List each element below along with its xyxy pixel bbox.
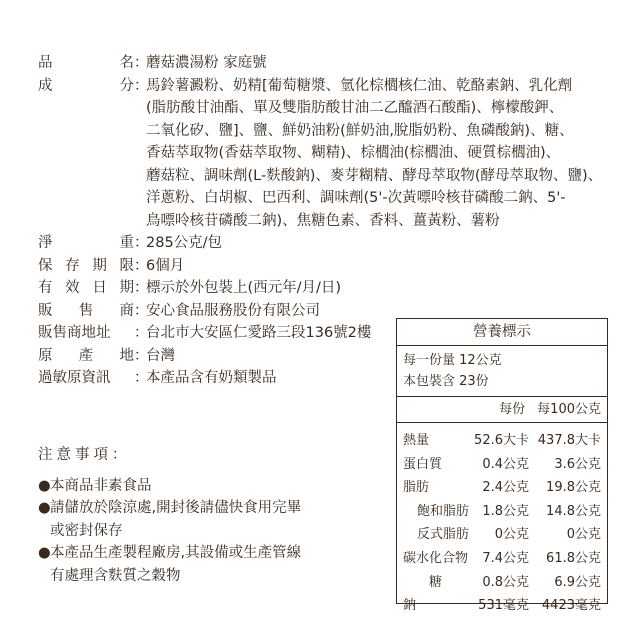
bullet-icon: ●	[38, 545, 51, 561]
seller-address-row: 販售商地址 ： 台北市大安區仁愛路三段136號2樓	[38, 322, 638, 345]
servings-per-pack: 本包裝含 23份	[403, 374, 489, 389]
seller-address-value: 台北市大安區仁愛路三段136號2樓	[146, 325, 372, 341]
seller-value: 安心食品服務股份有限公司	[146, 302, 320, 319]
expiry-label: 有 效 日 期	[38, 280, 134, 296]
ingredients-line: 馬鈴薯澱粉、奶精[葡萄糖漿、氫化棕櫚核仁油、乾酪素鈉、乳化劑	[146, 77, 573, 94]
product-name-label: 品 名	[38, 55, 134, 71]
seller-address-label: 販售商地址	[38, 325, 111, 341]
origin-label: 原 產 地	[38, 347, 134, 364]
bullet-icon: ●	[38, 477, 51, 494]
nutrition-column-header	[397, 397, 607, 423]
product-name-row: 品 名 ： 蘑菇濃湯粉 家庭號	[38, 52, 638, 75]
note-item: ●本商品非素食品	[38, 475, 301, 498]
net-weight-label: 淨 重	[38, 235, 134, 251]
notes-title: 注意事項：	[38, 447, 131, 463]
shelf-life-value: 6個月	[146, 257, 185, 274]
nutrition-row: 反式脂肪 0公克 0公克	[417, 527, 601, 543]
nutrition-row: 脂肪 2.4公克 19.8公克	[403, 480, 601, 496]
ingredients-line: 香菇萃取物(香菇萃取物、糊精)、棕櫚油(棕櫚油、硬質棕櫚油)、	[146, 145, 561, 161]
ingredients-line: 洋蔥粉、白胡椒、巴西利、調味劑(5'-次黃嘌呤核苷磷酸二鈉、5'-	[146, 190, 566, 206]
net-weight-row: 淨 重 ： 285公克/包	[38, 232, 638, 255]
serving-info	[397, 346, 607, 397]
shelf-life-label: 保 存 期 限	[38, 257, 134, 274]
ingredients-line: 蘑菇粒、調味劑(L-麩酸鈉)、麥芽糊精、酵母萃取物(酵母萃取物、鹽)、	[146, 167, 603, 184]
bullet-icon: ●	[38, 500, 51, 516]
serving-size: 每一份量 12公克	[403, 353, 502, 368]
origin-value: 台灣	[146, 347, 175, 364]
per-100g-header: 每100公克	[537, 402, 601, 417]
allergen-row: 過敏原資訊 ： 本產品含有奶類製品	[38, 367, 638, 390]
ingredients-value	[146, 75, 638, 233]
ingredients-row: 成 分 ： 馬鈴薯澱粉、奶精[葡萄糖漿、氫化棕櫚核仁油、乾酪素鈉、乳化劑 (脂肪酸甘油酯、單及雙脂肪酸甘油二乙醯酒石酸酯)、檸檬酸鉀、 二氧化矽、鹽]、鹽、鮮奶油粉(鮮奶油,脫脂奶粉、魚磷酸鈉)、糖、 香菇萃取物(香菇萃取物、糊精)、棕櫚油(棕櫚油、硬質棕櫚油)、 蘑菇粒、調味劑(L-麩酸鈉)、麥芽糊精、酵母萃取物(酵母萃取物、鹽)、 洋蔥粉、白胡椒、巴西利、調味劑(5'-次黃嘌呤核苷磷酸二鈉、5'- 鳥嘌呤核苷磷酸二鈉)、焦糖色素、香料、薑黃粉、薯粉	[38, 75, 638, 233]
seller-row: 販 售 商 ： 安心食品服務股份有限公司	[38, 300, 638, 323]
origin-row: 原 產 地 ： 台灣	[38, 345, 638, 368]
note-item: ●本產品生產製程廠房,其設備或生產管線 有處理含麩質之穀物	[38, 542, 301, 587]
shelf-life-row: 保 存 期 限 ： 6個月	[38, 255, 638, 278]
seller-label: 販 售 商	[38, 302, 134, 319]
per-serving-header: 每份	[499, 402, 526, 417]
expiry-row: 有 效 日 期 ： 標示於外包裝上(西元年/月/日)	[38, 277, 638, 300]
note-item: ●請儲放於陰涼處,開封後請儘快食用完畢 或密封保存	[38, 497, 301, 542]
ingredients-line: 鳥嘌呤核苷磷酸二鈉)、焦糖色素、香料、薑黃粉、薯粉	[146, 212, 500, 229]
nutrition-facts-table	[396, 318, 608, 614]
expiry-value: 標示於外包裝上(西元年/月/日)	[146, 280, 342, 296]
notes-section	[38, 444, 301, 587]
nutrition-row: 碳水化合物 7.4公克 61.8公克	[403, 550, 601, 566]
nutrition-row: 糖 0.8公克 6.9公克	[429, 574, 601, 590]
net-weight-value: 285公克/包	[146, 235, 223, 251]
allergen-value: 本產品含有奶類製品	[146, 370, 277, 386]
nutrition-row: 飽和脂肪 1.8公克 14.8公克	[417, 503, 601, 519]
ingredients-label: 成 分	[38, 77, 134, 94]
nutrition-row: 鈉 531毫克 4423毫克	[403, 598, 601, 614]
nutrition-row: 熱量 52.6大卡 437.8大卡	[403, 433, 601, 448]
allergen-label: 過敏原資訊	[38, 370, 111, 386]
nutrition-title: 營養標示	[397, 319, 607, 346]
ingredients-line: (脂肪酸甘油酯、單及雙脂肪酸甘油二乙醯酒石酸酯)、檸檬酸鉀、	[146, 100, 564, 116]
ingredients-line: 二氧化矽、鹽]、鹽、鮮奶油粉(鮮奶油,脫脂奶粉、魚磷酸鈉)、糖、	[146, 122, 574, 139]
product-name-value: 蘑菇濃湯粉 家庭號	[146, 55, 267, 71]
nutrition-row: 蛋白質 0.4公克 3.6公克	[403, 456, 601, 472]
